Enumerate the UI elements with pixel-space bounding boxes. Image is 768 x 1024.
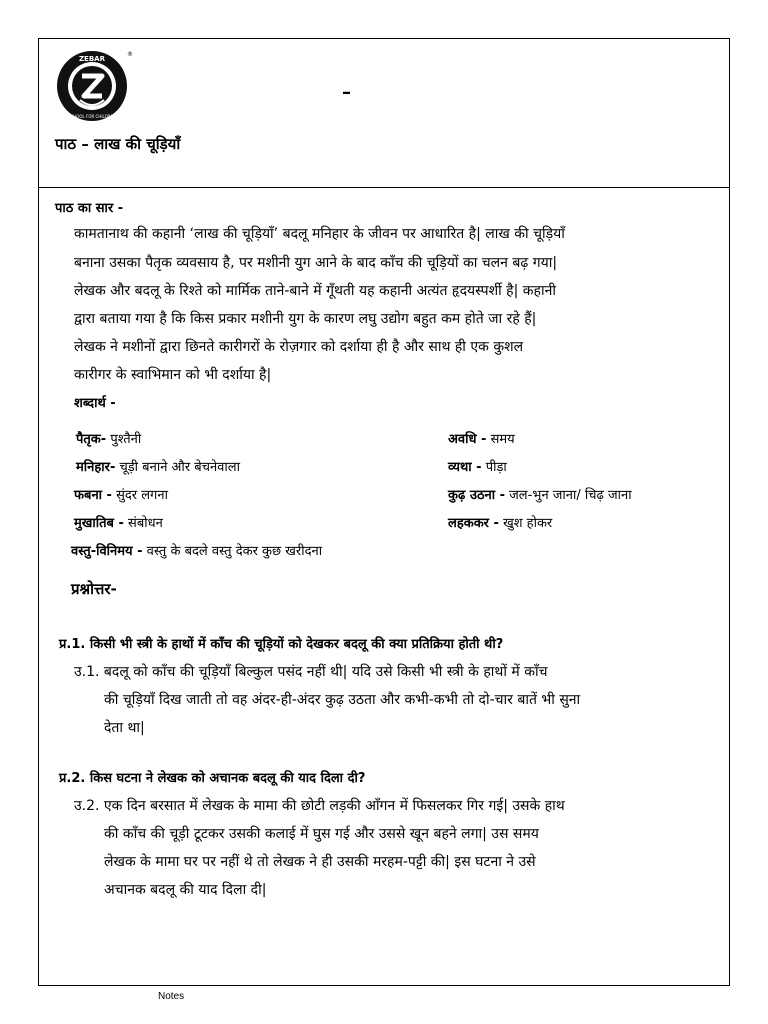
glossary-meaning: सुंदर लगना — [111, 488, 168, 503]
question-2: प्र.2. किस घटना ने लेखक को अचानक बदलू की याद दिला दी? — [59, 771, 366, 786]
answer-2-line: उ.2. एक दिन बरसात में लेखक के मामा की छोटी लड़की आँगन में फिसलकर गिर गई| उसके हाथ — [74, 798, 565, 814]
glossary-meaning: वस्तु के बदले वस्तु देकर कुछ खरीदना — [142, 544, 323, 559]
answer-2-line: की काँच की चूड़ी टूटकर उसकी कलाई में घुस गई और उससे खून बहने लगा| उस समय — [104, 826, 539, 842]
summary-line: लेखक और बदलू के रिश्ते को मार्मिक ताने-बाने में गूँथती यह कहानी अत्यंत हृदयस्पर्शी है| कहानी — [74, 283, 556, 299]
glossary-heading: शब्दार्थ - — [74, 396, 116, 411]
glossary-entry — [74, 513, 163, 531]
glossary-entry — [448, 429, 515, 447]
glossary-meaning: खुश होकर — [498, 516, 553, 531]
glossary-meaning: समय — [486, 432, 515, 447]
glossary-entry — [448, 513, 552, 531]
summary-line: कारीगर के स्वाभिमान को भी दर्शाया है| — [74, 367, 272, 383]
answer-2-line: लेखक के मामा घर पर नहीं थे तो लेखक ने ही उसकी मरहम-पट्टी की| इस घटना ने उसे — [104, 854, 536, 870]
summary-line: कामतानाथ की कहानी ‘लाख की चूड़ियाँ’ बदलू मनिहार के जीवन पर आधारित है| लाख की चूड़ियाँ — [74, 226, 565, 242]
glossary-entry — [448, 485, 632, 503]
summary-line: बनाना उसका पैतृक व्यवसाय है, पर मशीनी युग आने के बाद काँच की चूड़ियों का चलन बढ़ गया| — [74, 255, 558, 271]
footer-notes: Notes — [158, 991, 185, 1002]
glossary-entry — [76, 457, 240, 475]
lesson-title: पाठ – लाख की चूड़ियाँ — [55, 135, 181, 153]
glossary-entry — [448, 457, 507, 475]
question-1: प्र.1. किसी भी स्त्री के हाथों में काँच की चूड़ियों को देखकर बदलू की क्या प्रतिक्रिया होती थी? — [59, 637, 504, 652]
logo-tagline-text: SCHOOL FOR CHILDREN — [67, 114, 117, 119]
glossary-meaning: पीड़ा — [481, 460, 507, 475]
glossary-word: व्यथा - — [448, 460, 482, 475]
logo-brand-text: ZEBAR — [78, 55, 106, 63]
answer-1-line: की चूड़ियाँ दिख जाती तो वह अंदर-ही-अंदर कुढ़ उठता और कभी-कभी तो दो-चार बातें भी सुना — [104, 692, 581, 708]
answer-1-line: उ.1. बदलू को काँच की चूड़ियाँ बिल्कुल पसंद नहीं थी| यदि उसे किसी भी स्त्री के हाथों में काँच — [74, 664, 548, 680]
school-logo — [56, 48, 132, 124]
glossary-meaning: संबोधन — [123, 516, 163, 531]
summary-heading: पाठ का सार - — [55, 201, 124, 216]
header-dash: – — [342, 82, 351, 103]
glossary-entry — [71, 541, 322, 559]
glossary-word: कुढ़ उठना - — [448, 488, 506, 503]
glossary-word: मुखातिब - — [74, 516, 124, 531]
glossary-meaning: पुश्तैनी — [106, 432, 142, 447]
glossary-word: मनिहार- — [76, 460, 116, 475]
answer-1-line: देता था| — [104, 720, 145, 736]
qa-heading: प्रश्नोत्तर- — [71, 580, 117, 598]
page-frame — [38, 38, 730, 986]
glossary-word: वस्तु-विनिमय - — [71, 544, 143, 559]
glossary-meaning: जल-भुन जाना/ चिढ़ जाना — [505, 488, 632, 503]
glossary-word: लहककर - — [448, 516, 499, 531]
glossary-entry — [76, 429, 141, 447]
answer-2-line: अचानक बदलू की याद दिला दी| — [104, 882, 267, 898]
logo-registered-mark: ® — [127, 51, 133, 58]
summary-line: लेखक ने मशीनों द्वारा छिनते कारीगरों के रोज़गार को दर्शाया ही है और साथ ही एक कुशल — [74, 339, 524, 355]
glossary-entry — [74, 485, 168, 503]
summary-line: द्वारा बताया गया है कि किस प्रकार मशीनी युग के कारण लघु उद्योग बहुत कम होते जा रहे हैं| — [74, 311, 537, 327]
glossary-word: अवधि - — [448, 432, 487, 447]
glossary-word: पैतृक- — [76, 432, 107, 447]
header-divider — [38, 187, 730, 188]
glossary-meaning: चूड़ी बनाने और बेचनेवाला — [115, 460, 240, 475]
glossary-word: फबना - — [74, 488, 112, 503]
